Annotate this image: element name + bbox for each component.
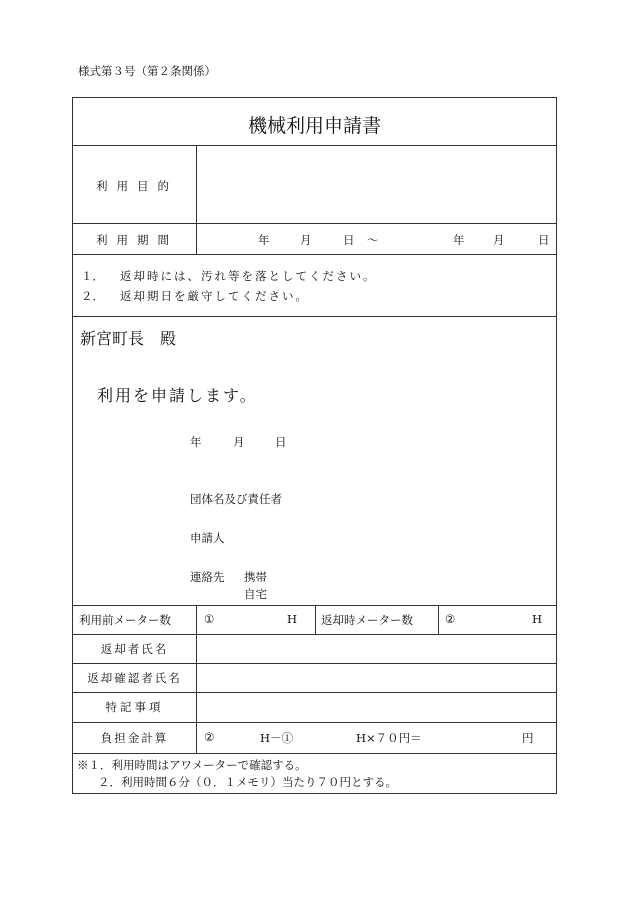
note-2-text: 返却期日を厳守してください。 — [120, 289, 309, 303]
footnote-1: ※１．利用時間はアワメーターで確認する。 — [77, 758, 307, 772]
period-start-day: 日 — [343, 233, 355, 247]
rule-label-col-bottom — [196, 605, 197, 753]
purpose-label: 利用目的 — [96, 179, 178, 193]
note-1-text: 返却時には、汚れ等を落としてください。 — [120, 269, 377, 283]
application-form — [72, 97, 557, 794]
rule-period — [73, 254, 556, 255]
rule-returner — [73, 663, 556, 664]
meter-before-label: 利用前メーター数 — [79, 613, 171, 627]
org-label: 団体名及び責任者 — [190, 492, 282, 506]
rule-charge — [73, 753, 556, 754]
rule-confirmer — [73, 692, 556, 693]
meter-after-mark: ② — [445, 612, 456, 626]
meter-after-label: 返却時メーター数 — [321, 613, 413, 627]
rule-remarks — [73, 722, 556, 723]
form-title: 機械利用申請書 — [247, 115, 381, 137]
contact-label: 連絡先 — [190, 570, 225, 584]
charge-label: 負担金計算 — [100, 731, 169, 745]
rule-meter-right — [438, 605, 439, 634]
period-tilde: ～ — [367, 233, 379, 247]
period-end-day: 日 — [538, 233, 550, 247]
meter-before-unit: H — [287, 612, 298, 626]
footnote-2: ２．利用時間６分（０．１メモリ）当たり７０円とする。 — [98, 775, 397, 789]
home-label: 自宅 — [244, 587, 267, 601]
rule-meter-mid — [315, 605, 316, 634]
returner-label: 返却者氏名 — [100, 642, 169, 656]
rule-notes — [73, 316, 556, 317]
applicant-label: 申請人 — [190, 531, 225, 545]
period-end-year: 年 — [453, 233, 465, 247]
mobile-label: 携帯 — [244, 570, 267, 584]
remarks-label: 特記事項 — [105, 700, 164, 714]
date-year: 年 — [190, 435, 202, 449]
date-month: 月 — [233, 435, 245, 449]
rule-purpose — [73, 223, 556, 224]
addressee: 新宮町長 殿 — [80, 329, 177, 348]
charge-part-1: H－① — [260, 731, 294, 745]
period-end-month: 月 — [493, 233, 505, 247]
period-start-month: 月 — [300, 233, 312, 247]
charge-part-2: H×７０円＝ — [356, 731, 422, 745]
charge-yen: 円 — [522, 731, 534, 745]
meter-after-unit: H — [532, 612, 543, 626]
rule-meter — [73, 634, 556, 635]
period-start-year: 年 — [258, 233, 270, 247]
note-2-number: ２． — [81, 289, 104, 303]
purpose-field[interactable] — [197, 146, 556, 223]
form-number: 様式第３号（第２条関係） — [78, 64, 216, 78]
note-1-number: １． — [81, 269, 104, 283]
meter-before-mark: ① — [204, 612, 215, 626]
confirmer-label: 返却確認者氏名 — [87, 671, 182, 685]
application-statement: 利用を申請します。 — [97, 386, 258, 405]
charge-mark-2: ② — [204, 730, 215, 744]
date-day: 日 — [275, 435, 287, 449]
period-label: 利用期間 — [96, 233, 178, 247]
